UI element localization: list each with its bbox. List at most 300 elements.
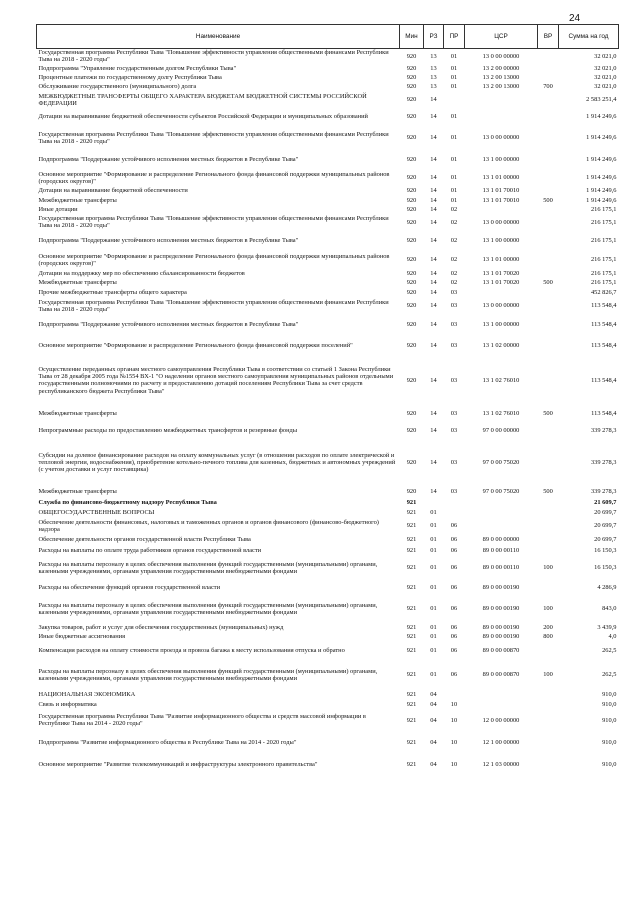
- table-row: [37, 641, 619, 660]
- col-vr-header: ВР: [538, 25, 559, 49]
- row-min: 920: [406, 64, 417, 72]
- table-row: [37, 214, 619, 230]
- table-row: [37, 534, 619, 545]
- row-name: Межбюджетные трансферты: [38, 196, 117, 204]
- row-pr: 01: [450, 74, 458, 82]
- row-sum: 20 699,7: [594, 536, 617, 544]
- row-min: 921: [406, 508, 417, 516]
- row-rz: 14: [430, 113, 437, 121]
- row-pr: 06: [450, 522, 458, 530]
- row-csr: 89 0 00 00110: [482, 546, 520, 554]
- row-sum: 216 175,1: [590, 270, 617, 278]
- row-name: Иные дотации: [38, 206, 78, 214]
- row-min: 921: [406, 498, 417, 506]
- row-csr: 89 0 00 00000: [482, 536, 520, 544]
- row-name: Государственная программа Республики Тыва "Повышение эффективности управления общественными финансами Республики Тыва на 2018 - 2020 годы": [38, 49, 389, 64]
- row-rz: 13: [430, 64, 437, 72]
- row-min: 921: [406, 605, 417, 613]
- row-rz: 01: [430, 633, 437, 641]
- row-vr: [538, 689, 559, 699]
- row-min: 921: [406, 647, 417, 655]
- row-csr: 13 1 01 00000: [482, 256, 520, 264]
- row-rz: 13: [430, 52, 437, 60]
- row-name: Подпрограмма "Поддержание устойчивого исполнения местных бюджетов в Республике Тыва": [38, 156, 299, 164]
- row-sum: 339 278,3: [590, 458, 617, 466]
- table-row: [37, 555, 619, 580]
- row-pr: [444, 497, 465, 507]
- row-name: Дотации на поддержку мер по обеспечению сбалансированности бюджетов: [38, 270, 245, 278]
- row-name: Государственная программа Республики Тыва "Повышение эффективности управления общественными финансами Республики Тыва на 2018 - 2020 годы": [38, 215, 389, 230]
- table-row: [37, 422, 619, 439]
- row-csr: [465, 205, 538, 214]
- row-rz: 14: [430, 196, 437, 204]
- row-csr: 13 1 01 00000: [482, 174, 520, 182]
- row-rz: 14: [430, 487, 437, 495]
- row-csr: 97 0 00 75020: [482, 458, 520, 466]
- row-vr: 500: [543, 196, 553, 204]
- row-min: 920: [406, 52, 417, 60]
- row-name: НАЦИОНАЛЬНАЯ ЭКОНОМИКА: [38, 690, 136, 698]
- row-min: 921: [406, 546, 417, 554]
- row-rz: 13: [430, 83, 437, 91]
- row-name: Расходы на обеспечение функций органов государственной власти: [38, 583, 221, 591]
- row-pr: 01: [450, 134, 458, 142]
- row-pr: 10: [450, 716, 458, 724]
- row-rz: 01: [430, 647, 437, 655]
- row-name: Государственная программа Республики Тыва "Развитие информационного общества и средств массовой информации в Республике Тыва на 2014 - 2020 годы": [38, 713, 366, 728]
- row-csr: 89 0 00 00190: [482, 583, 520, 591]
- row-csr: 13 1 01 70010: [482, 187, 520, 195]
- row-sum: 216 175,1: [590, 206, 617, 214]
- row-csr: 13 1 00 00000: [482, 321, 520, 329]
- table-row: [37, 507, 619, 517]
- table-row: [37, 186, 619, 195]
- row-csr: 89 0 00 00190: [482, 605, 520, 613]
- row-min: 920: [406, 206, 417, 214]
- row-name: Обеспечение деятельности органов государственной власти Республики Тыва: [38, 536, 251, 544]
- row-csr: 89 0 00 00870: [482, 647, 520, 655]
- row-rz: 14: [430, 270, 437, 278]
- row-vr: [538, 439, 559, 485]
- row-sum: 4 286,9: [597, 583, 617, 591]
- row-vr: [538, 497, 559, 507]
- row-pr: 03: [450, 487, 458, 495]
- row-csr: [465, 689, 538, 699]
- row-sum: 16 150,3: [594, 546, 617, 554]
- row-sum: 216 175,1: [590, 236, 617, 244]
- row-min: 921: [406, 522, 417, 530]
- row-name: Закупка товаров, работ и услуг для обеспечения государственных (муниципальных) нужд: [38, 624, 284, 632]
- row-vr: 100: [543, 605, 553, 613]
- row-rz: 14: [430, 458, 437, 466]
- row-rz: 14: [430, 96, 437, 104]
- row-rz: 14: [430, 134, 437, 142]
- row-pr: 03: [450, 288, 458, 296]
- row-pr: 02: [450, 236, 458, 244]
- row-name: Расходы на выплаты по оплате труда работников органов государственной власти: [38, 546, 262, 554]
- row-name: Расходы на выплаты персоналу в целях обеспечения выполнения функций государственными (муниципальными) органами, казенными учреждениями, органами управления государственными внебюджетными фондами: [38, 560, 378, 575]
- row-sum: 1 914 249,6: [586, 113, 617, 121]
- row-pr: 06: [450, 536, 458, 544]
- row-rz: 01: [430, 605, 437, 613]
- row-pr: 02: [450, 270, 458, 278]
- row-name: Обслуживание государственного (муниципального) долга: [38, 83, 197, 91]
- row-csr: 89 0 00 00190: [482, 633, 520, 641]
- row-pr: 01: [450, 174, 458, 182]
- row-csr: 12 0 00 00000: [482, 716, 520, 724]
- row-pr: 02: [450, 256, 458, 264]
- row-pr: [444, 91, 465, 108]
- row-vr: 100: [543, 671, 553, 679]
- row-name: Непрограммные расходы по предоставлению межбюджетных трансфертов и резервные фонды: [38, 427, 298, 435]
- row-pr: [444, 689, 465, 699]
- table-row: [37, 335, 619, 355]
- table-row: [37, 699, 619, 709]
- row-vr: 500: [543, 487, 553, 495]
- table-row: [37, 91, 619, 108]
- row-pr: 03: [450, 302, 458, 310]
- row-csr: [465, 699, 538, 709]
- row-min: 920: [406, 321, 417, 329]
- row-sum: 32 021,0: [594, 52, 617, 60]
- row-vr: [538, 169, 559, 186]
- row-name: Основное мероприятие "Формирование и распределение Регионального фонда финансовой поддержки поселений": [38, 341, 353, 349]
- row-sum: 1 914 249,6: [586, 187, 617, 195]
- row-min: 920: [406, 410, 417, 418]
- row-rz: 01: [430, 564, 437, 572]
- row-rz: 04: [430, 738, 437, 746]
- row-min: 921: [406, 583, 417, 591]
- row-min: 920: [406, 376, 417, 384]
- row-csr: 13 1 02 76010: [482, 410, 520, 418]
- col-pr-header: ПР: [444, 25, 465, 49]
- table-row: [37, 439, 619, 485]
- row-csr: 89 0 00 00110: [482, 564, 520, 572]
- row-name: Субсидии на долевое финансирование расходов на оплату коммунальных услуг (в отношении расходов по оплате электрической и тепловой энергии, водоснабжения), приобретение котельно-печного топлива для казенных, бюджетных и автономных учреждений (с учетом доставки и услуг поставщика): [38, 451, 396, 473]
- row-csr: 13 1 02 00000: [482, 341, 520, 349]
- row-csr: 13 1 01 70020: [482, 270, 520, 278]
- row-sum: 113 548,4: [591, 302, 617, 310]
- table-body: [37, 49, 619, 776]
- row-vr: [538, 699, 559, 709]
- row-csr: 13 2 00 13000: [482, 83, 520, 91]
- row-min: 920: [406, 113, 417, 121]
- table-row: [37, 205, 619, 214]
- row-csr: 13 1 02 76010: [482, 376, 520, 384]
- row-name: Служба по финансово-бюджетному надзору Республики Тыва: [38, 498, 217, 506]
- table-row: [37, 731, 619, 753]
- row-rz: 04: [430, 760, 437, 768]
- table-row: [37, 594, 619, 623]
- row-vr: 500: [543, 410, 553, 418]
- row-rz: [424, 497, 444, 507]
- row-min: 920: [406, 458, 417, 466]
- row-vr: [538, 731, 559, 753]
- row-name: Процентные платежи по государственному долгу Республики Тыва: [38, 74, 222, 82]
- row-pr: 01: [450, 113, 458, 121]
- row-rz: 01: [430, 536, 437, 544]
- row-name: Дотации на выравнивание бюджетной обеспеченности субъектов Российской Федерации и муниципальных образований: [38, 113, 368, 121]
- row-sum: 4,0: [608, 633, 617, 641]
- row-vr: [538, 250, 559, 269]
- row-min: 921: [406, 633, 417, 641]
- row-sum: 113 548,4: [591, 341, 617, 349]
- row-min: 921: [406, 536, 417, 544]
- row-min: 921: [406, 690, 417, 698]
- row-vr: [538, 314, 559, 335]
- row-sum: 1 914 249,6: [586, 196, 617, 204]
- row-csr: [465, 108, 538, 125]
- row-pr: 01: [450, 64, 458, 72]
- row-sum: 262,5: [602, 671, 617, 679]
- row-vr: 500: [543, 279, 553, 287]
- table-row: [37, 82, 619, 91]
- table-row: [37, 287, 619, 297]
- row-sum: 216 175,1: [590, 256, 617, 264]
- row-vr: 800: [543, 633, 553, 641]
- row-vr: [538, 49, 559, 64]
- row-vr: 200: [543, 624, 553, 632]
- row-min: 920: [406, 341, 417, 349]
- row-csr: 12 1 00 00000: [482, 738, 520, 746]
- row-min: 920: [406, 236, 417, 244]
- row-pr: 01: [450, 156, 458, 164]
- row-rz: 01: [430, 583, 437, 591]
- row-name: Основное мероприятие "Формирование и распределение Регионального фонда финансовой поддержки муниципальных районов (городских округов)": [38, 170, 390, 185]
- row-vr: [538, 150, 559, 169]
- page-number: 24: [569, 13, 581, 24]
- row-min: 920: [406, 487, 417, 495]
- col-min-header: Мин: [400, 25, 424, 49]
- row-csr: 13 0 00 00000: [482, 52, 520, 60]
- row-min: 921: [406, 738, 417, 746]
- row-csr: 89 0 00 00870: [482, 671, 520, 679]
- row-pr: 03: [450, 458, 458, 466]
- row-name: Связь и информатика: [38, 700, 97, 708]
- row-name: Межбюджетные трансферты: [38, 487, 117, 495]
- row-min: 920: [406, 74, 417, 82]
- table-row: [37, 660, 619, 689]
- row-min: 920: [406, 187, 417, 195]
- row-rz: 13: [430, 74, 437, 82]
- table-row: [37, 73, 619, 82]
- row-pr: 01: [450, 187, 458, 195]
- table-row: [37, 709, 619, 731]
- table-row: [37, 230, 619, 250]
- row-min: 920: [406, 134, 417, 142]
- row-sum: 113 548,4: [591, 410, 617, 418]
- row-min: 921: [406, 564, 417, 572]
- row-rz: 14: [430, 236, 437, 244]
- row-rz: 14: [430, 218, 437, 226]
- row-csr: 13 1 00 00000: [482, 236, 520, 244]
- row-pr: 06: [450, 564, 458, 572]
- row-csr: 97 0 00 00000: [482, 427, 520, 435]
- row-sum: 2 583 251,4: [586, 96, 617, 104]
- row-vr: [538, 517, 559, 534]
- table-row: [37, 355, 619, 405]
- row-rz: 14: [430, 341, 437, 349]
- row-pr: 01: [450, 52, 458, 60]
- row-rz: 14: [430, 302, 437, 310]
- table-row: [37, 314, 619, 335]
- row-pr: 10: [450, 738, 458, 746]
- row-pr: 06: [450, 605, 458, 613]
- row-min: 920: [406, 196, 417, 204]
- row-rz: 04: [430, 700, 437, 708]
- table-row: [37, 405, 619, 422]
- row-name: Дотации на выравнивание бюджетной обеспеченности: [38, 187, 188, 195]
- row-sum: 910,0: [602, 690, 617, 698]
- row-sum: 452 826,7: [590, 288, 617, 296]
- row-name: Государственная программа Республики Тыва "Повышение эффективности управления общественными финансами Республики Тыва на 2018 - 2020 годы": [38, 130, 389, 145]
- row-rz: 01: [430, 624, 437, 632]
- row-name: Межбюджетные трансферты: [38, 410, 117, 418]
- row-name: Обеспечение деятельности финансовых, налоговых и таможенных органов и органов финансового (финансово-бюджетного) надзора: [38, 518, 379, 533]
- table-row: [37, 497, 619, 507]
- row-min: 920: [406, 218, 417, 226]
- row-vr: [538, 709, 559, 731]
- row-name: Основное мероприятие "Формирование и распределение Регионального фонда финансовой поддержки муниципальных районов (городских округов)": [38, 252, 390, 267]
- row-pr: 10: [450, 760, 458, 768]
- row-rz: 14: [430, 427, 437, 435]
- table-row: [37, 753, 619, 775]
- table-row: [37, 250, 619, 269]
- row-vr: [538, 534, 559, 545]
- row-csr: [465, 91, 538, 108]
- row-name: Расходы на выплаты персоналу в целях обеспечения выполнения функций государственными (муниципальными) органами, казенными учреждениями, органами управления государственными внебюджетными фондами: [38, 601, 378, 616]
- row-csr: 13 1 01 70020: [482, 279, 520, 287]
- row-min: 921: [406, 716, 417, 724]
- row-pr: [444, 507, 465, 517]
- row-pr: 06: [450, 633, 458, 641]
- row-pr: 02: [450, 218, 458, 226]
- row-vr: [538, 287, 559, 297]
- row-name: Подпрограмма "Поддержание устойчивого исполнения местных бюджетов в Республике Тыва": [38, 321, 299, 329]
- row-name: Подпрограмма "Управление государственным долгом Республики Тыва": [38, 64, 237, 72]
- row-csr: 97 0 00 75020: [482, 487, 520, 495]
- row-pr: 06: [450, 647, 458, 655]
- row-name: Государственная программа Республики Тыва "Повышение эффективности управления общественными финансами Республики Тыва на 2018 - 2020 годы": [38, 298, 389, 313]
- row-min: 920: [406, 270, 417, 278]
- table-row: [37, 545, 619, 555]
- row-vr: [538, 125, 559, 150]
- row-vr: [538, 753, 559, 775]
- table-row: [37, 125, 619, 150]
- row-min: 920: [406, 279, 417, 287]
- row-rz: 14: [430, 376, 437, 384]
- row-min: 921: [406, 624, 417, 632]
- row-min: 921: [406, 700, 417, 708]
- row-min: 920: [406, 156, 417, 164]
- row-rz: 14: [430, 187, 437, 195]
- row-rz: 14: [430, 206, 437, 214]
- row-vr: [538, 63, 559, 73]
- col-name-header: Наименование: [37, 25, 400, 49]
- row-vr: [538, 641, 559, 660]
- row-sum: 262,5: [602, 647, 617, 655]
- row-vr: [538, 205, 559, 214]
- row-sum: 910,0: [602, 760, 617, 768]
- row-sum: 113 548,4: [591, 376, 617, 384]
- row-pr: 02: [450, 206, 458, 214]
- row-vr: [538, 297, 559, 314]
- row-vr: [538, 214, 559, 230]
- row-vr: [538, 91, 559, 108]
- table-row: [37, 485, 619, 497]
- table-row: [37, 623, 619, 632]
- row-sum: 3 439,9: [597, 624, 617, 632]
- row-csr: [465, 287, 538, 297]
- budget-table: [36, 24, 619, 775]
- row-sum: 339 278,3: [590, 487, 617, 495]
- row-name: Прочие межбюджетные трансферты общего характера: [38, 288, 187, 296]
- row-sum: 32 021,0: [594, 64, 617, 72]
- row-csr: 13 2 00 00000: [482, 64, 520, 72]
- row-pr: 03: [450, 321, 458, 329]
- row-sum: 843,0: [602, 605, 617, 613]
- row-name: Подпрограмма "Поддержание устойчивого исполнения местных бюджетов в Республике Тыва": [38, 236, 299, 244]
- row-rz: 04: [430, 716, 437, 724]
- table-row: [37, 278, 619, 287]
- row-name: Расходы на выплаты персоналу в целях обеспечения выполнения функций государственными (муниципальными) органами, казенными учреждениями, органами управления государственными внебюджетными фондами: [38, 667, 378, 682]
- table-row: [37, 517, 619, 534]
- row-sum: 113 548,4: [591, 321, 617, 329]
- row-name: Межбюджетные трансферты: [38, 279, 117, 287]
- row-pr: 03: [450, 410, 458, 418]
- table-row: [37, 632, 619, 641]
- row-vr: [538, 422, 559, 439]
- row-vr: [538, 186, 559, 195]
- row-sum: 20 699,7: [594, 508, 617, 516]
- row-min: 920: [406, 302, 417, 310]
- row-sum: 910,0: [602, 716, 617, 724]
- row-name: ОБЩЕГОСУДАРСТВЕННЫЕ ВОПРОСЫ: [38, 508, 155, 516]
- row-csr: [465, 517, 538, 534]
- row-rz: 14: [430, 288, 437, 296]
- row-vr: [538, 108, 559, 125]
- row-vr: [538, 73, 559, 82]
- row-sum: 1 914 249,6: [586, 134, 617, 142]
- row-rz: 01: [430, 508, 437, 516]
- row-vr: [538, 230, 559, 250]
- col-rz-header: РЗ: [424, 25, 444, 49]
- row-csr: 13 1 01 70010: [482, 196, 520, 204]
- row-pr: 03: [450, 427, 458, 435]
- row-min: 920: [406, 174, 417, 182]
- row-min: 920: [406, 288, 417, 296]
- row-pr: 01: [450, 83, 458, 91]
- row-min: 921: [406, 671, 417, 679]
- row-sum: 1 914 249,6: [586, 174, 617, 182]
- row-csr: 13 1 00 00000: [482, 156, 520, 164]
- row-sum: 339 278,3: [590, 427, 617, 435]
- row-vr: [538, 580, 559, 594]
- row-pr: 10: [450, 700, 458, 708]
- row-rz: 14: [430, 174, 437, 182]
- row-pr: 03: [450, 376, 458, 384]
- row-sum: 21 609,7: [594, 498, 617, 506]
- row-vr: 100: [543, 564, 553, 572]
- row-sum: 16 150,3: [594, 564, 617, 572]
- row-rz: 04: [430, 690, 437, 698]
- row-name: Подпрограмма "Развитие информационного общества в Республике Тыва на 2014 - 2020 годы": [38, 738, 297, 746]
- row-min: 920: [406, 83, 417, 91]
- table-row: [37, 195, 619, 205]
- row-rz: 14: [430, 256, 437, 264]
- row-csr: 13 0 00 00000: [482, 302, 520, 310]
- row-rz: 14: [430, 321, 437, 329]
